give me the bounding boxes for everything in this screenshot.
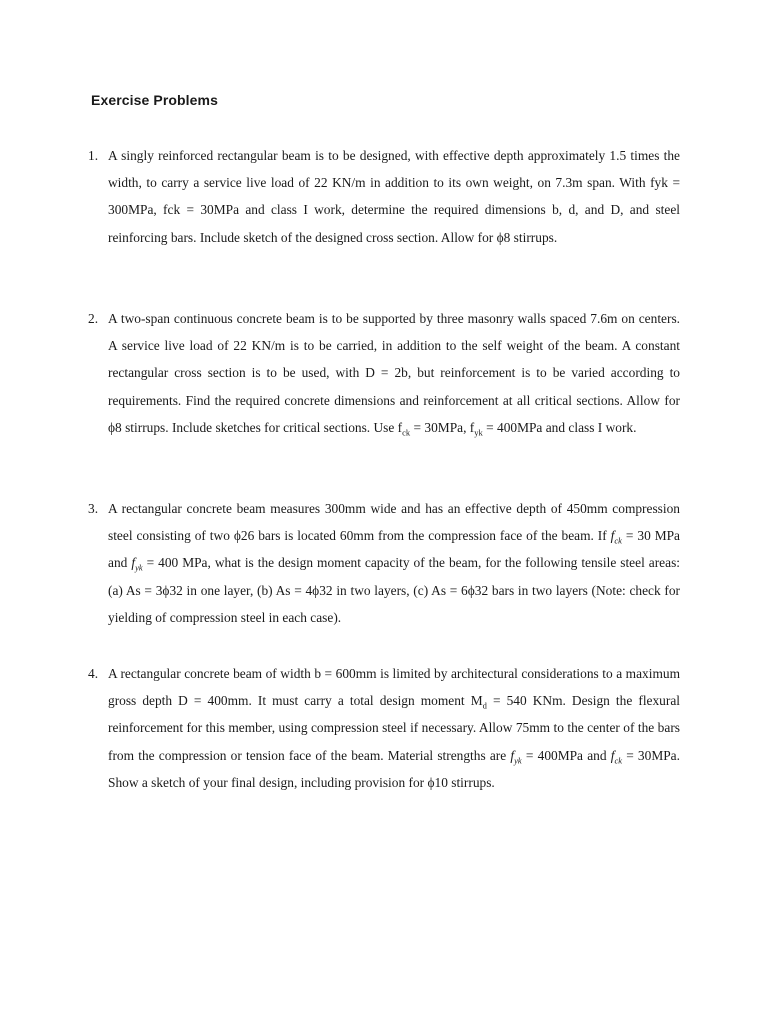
problem-3 <box>88 495 680 631</box>
page-title: Exercise Problems <box>91 92 218 108</box>
problem-number: 3. <box>88 501 99 516</box>
problem-2 <box>88 305 680 441</box>
problem-number: 2. <box>88 311 99 326</box>
problem-1 <box>88 142 680 251</box>
problem-text: A rectangular concrete beam measures 300mm wide and has an effective depth of 450mm compression steel consisting of two ϕ26 bars is located 60mm from the compression face of the beam. If $f_{ck} = 30$ MPa and $f_{yk} = 400$ MPa, what is the design moment capacity of the beam, for the following tensile steel areas: (a) As = 3ϕ32 in one layer, (b) As = 4ϕ32 in two layers, (c) As = 6ϕ32 bars in two layers (Note: check for yielding of compression steel in each case). <box>108 501 680 625</box>
problem-number: 1. <box>88 148 99 163</box>
problem-text: A singly reinforced rectangular beam is to be designed, with effective depth approximately 1.5 times the width, to carry a service live load of 22 KN/m in addition to its own weight, on 7.3m span. With fyk = 300MPa, fck = 30MPa and class I work, determine the required dimensions b, d, and D, and steel reinforcing bars. Include sketch of the designed cross section. Allow for ϕ8 stirrups. <box>108 148 680 245</box>
problem-4 <box>88 660 680 796</box>
problem-text: A two-span continuous concrete beam is to be supported by three masonry walls spaced 7.6m on centers. A service live load of 22 KN/m is to be carried, in addition to the self weight of the beam. A constant rectangular cross section is to be used, with D = 2b, but reinforcement is to be varied according to requirements. Find the required concrete dimensions and reinforcement at all critical sections. Allow for ϕ8 stirrups. Include sketches for critical sections. Use $f_{ck} = 30MPa$, $f_{yk} = 400MPa$ and class I work. <box>108 311 680 438</box>
problem-number: 4. <box>88 666 99 681</box>
problem-text: A rectangular concrete beam of width b = 600mm is limited by architectural considerations to a maximum gross depth D = 400mm. It must carry a total design moment $M_d = 540$ KNm. Design the flexural reinforcement for this member, using compression steel if necessary. Allow 75mm to the center of the bars from the compression or tension face of the beam. Material strengths are $f_{yk} = 400MPa$ and $f_{ck} = 30MPa$. Show a sketch of your final design, including provision for ϕ10 stirrups. <box>108 666 680 790</box>
